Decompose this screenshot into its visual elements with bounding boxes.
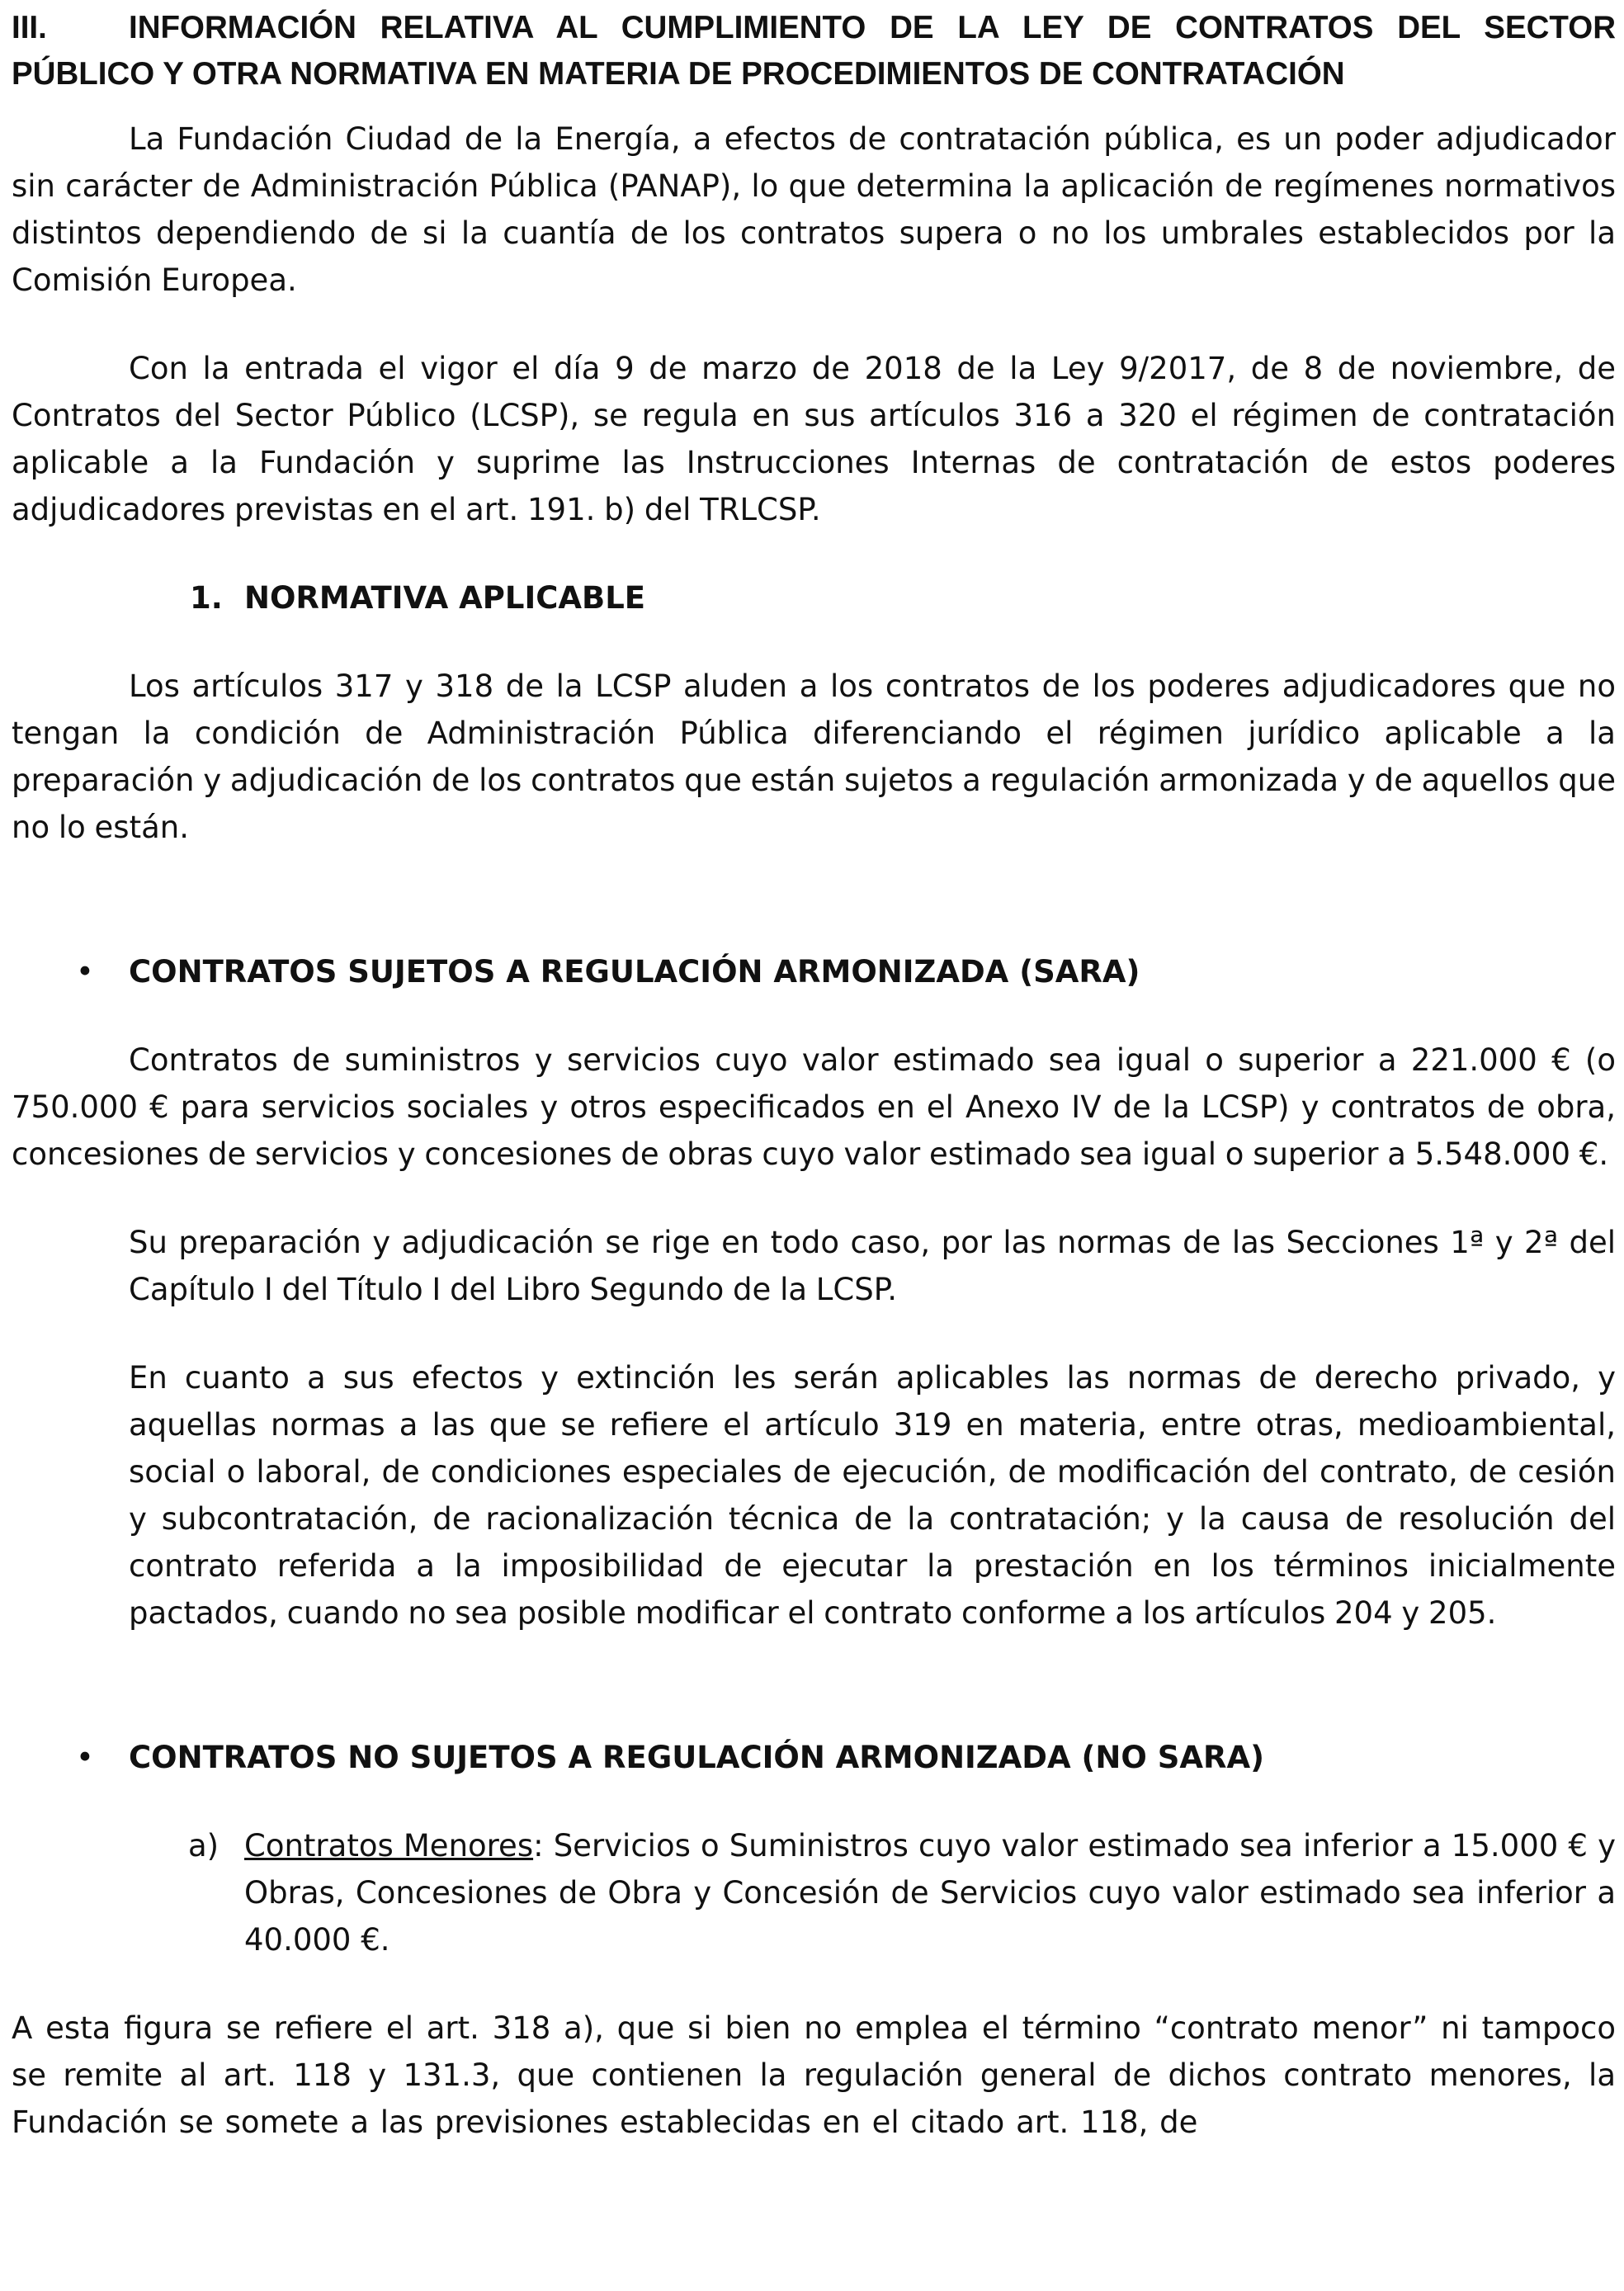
sara-heading xyxy=(12,948,1616,995)
sara-list-item xyxy=(12,1219,1616,1313)
sara-definition-paragraph: Contratos de suministros y servicios cuyo valor estimado sea igual o superior a 221.000 € (o 750.000 € para servicios sociales y otros especificados en el Anexo IV de la LCSP) y contratos de obra, concesiones de servicios y concesiones de obras cuyo valor estimado sea igual o superior a 5.548.000 €. xyxy=(12,1042,1616,1172)
no-sara-heading xyxy=(12,1734,1616,1781)
sara-list-item xyxy=(12,1354,1616,1637)
bullet-dot: • xyxy=(76,1740,94,1775)
section-number: III. xyxy=(12,10,47,45)
intro-paragraph-1: La Fundación Ciudad de la Energía, a efectos de contratación pública, es un poder adjudicador sin carácter de Administración Pública (PANAP), lo que determina la aplicación de regímenes normativos distintos dependiendo de si la cuantía de los contratos supera o no los umbrales establecidos por la Comisión Europea. xyxy=(12,121,1616,298)
section-heading xyxy=(12,5,1616,97)
sara-heading-title: CONTRATOS SUJETOS A REGULACIÓN ARMONIZADA (SARA) xyxy=(129,954,1140,990)
contratos-menores-term: Contratos Menores xyxy=(244,1828,534,1864)
no-sara-heading-title: CONTRATOS NO SUJETOS A REGULACIÓN ARMONIZADA (NO SARA) xyxy=(129,1740,1265,1775)
sara-list-item-text: En cuanto a sus efectos y extinción les serán aplicables las normas de derecho privado, y aquellas normas a las que se refiere el artículo 319 en materia, entre otras, medioambiental, social o laboral, de condiciones especiales de ejecución, de modificación del contrato, de cesión y subcontratación, de racionalización técnica de la contratación; y la causa de resolución del contrato referida a la imposibilidad de ejecutar la prestación en los términos inicialmente pactados, cuando no sea posible modificar el contrato conforme a los artículos 204 y 205. xyxy=(129,1360,1616,1631)
normativa-heading-title: NORMATIVA APLICABLE xyxy=(244,580,646,616)
checkbox-glyph-icon xyxy=(12,1219,129,1313)
normativa-heading xyxy=(12,574,1616,621)
sara-list-item-text: Su preparación y adjudicación se rige en todo caso, por las normas de las Secciones 1ª y 2ª del Capítulo I del Título I del Libro Segundo de la LCSP. xyxy=(129,1225,1616,1307)
document-page xyxy=(12,5,1616,2146)
contratos-menores-description: : Servicios o Suministros cuyo valor estimado sea inferior a 15.000 € y Obras, Concesiones de Obra y Concesión de Servicios cuyo valor estimado sea inferior a 40.000 €. xyxy=(244,1828,1616,1958)
bullet-dot: • xyxy=(76,954,94,990)
section-title: INFORMACIÓN RELATIVA AL CUMPLIMIENTO DE LA LEY DE CONTRATOS DEL SECTOR PÚBLICO Y OTRA NORMATIVA EN MATERIA DE PROCEDIMIENTOS DE CONTRATACIÓN xyxy=(12,10,1616,92)
final-paragraph: A esta figura se refiere el art. 318 a), que si bien no emplea el término “contrato menor” ni tampoco se remite al art. 118 y 131.3, que contienen la regulación general de dichos contrato menores, la Fundación se somete a las previsiones establecidas en el citado art. 118, de xyxy=(12,2010,1616,2140)
checkbox-glyph-icon xyxy=(12,1354,129,1637)
no-sara-list-item xyxy=(12,1822,1616,1963)
intro-paragraph-2: Con la entrada el vigor el día 9 de marzo de 2018 de la Ley 9/2017, de 8 de noviembre, de Contratos del Sector Público (LCSP), se regula en sus artículos 316 a 320 el régimen de contratación aplicable a la Fundación y suprime las Instrucciones Internas de contratación de estos poderes adjudicadores previstas en el art. 191. b) del TRLCSP. xyxy=(12,351,1616,527)
no-sara-list-item-text xyxy=(244,1822,1616,1963)
list-item-label: a) xyxy=(188,1828,220,1864)
normativa-paragraph: Los artículos 317 y 318 de la LCSP aluden a los contratos de los poderes adjudicadores que no tengan la condición de Administración Pública diferenciando el régimen jurídico aplicable a la preparación y adjudicación de los contratos que están sujetos a regulación armonizada y de aquellos que no lo están. xyxy=(12,668,1616,845)
normativa-heading-number: 1. xyxy=(190,580,223,616)
